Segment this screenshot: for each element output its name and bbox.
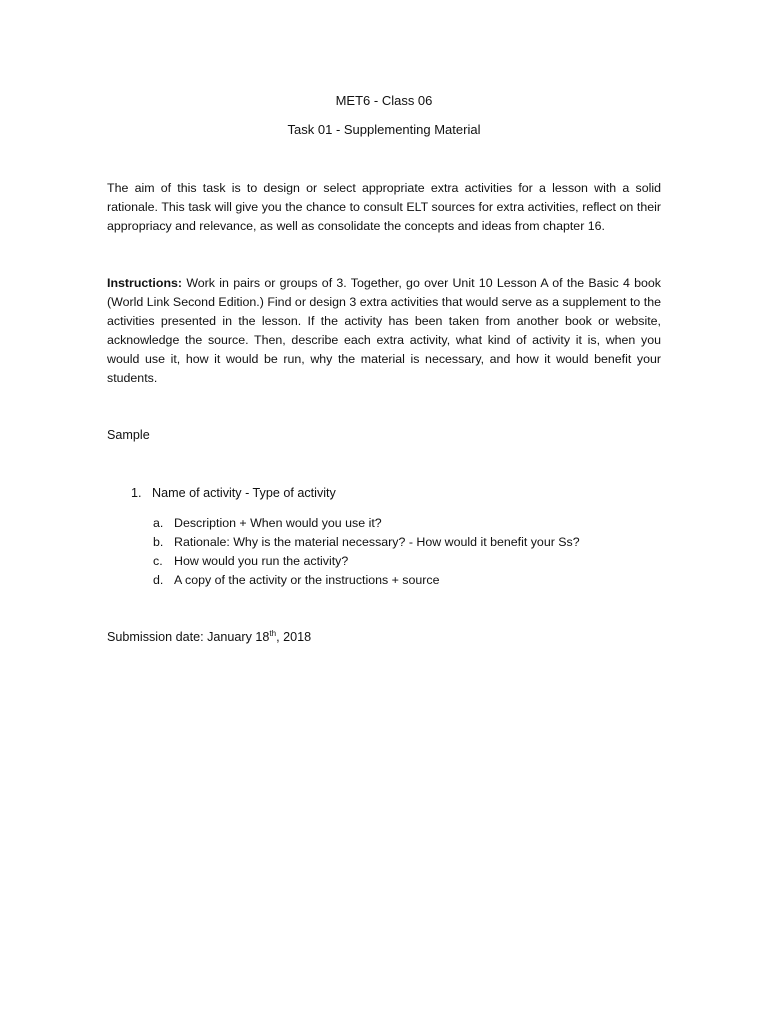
sublist-item-d: [153, 571, 580, 590]
instructions-text: Work in pairs or groups of 3. Together, go over Unit 10 Lesson A of the Basic 4 book (World Link Second Edition.) Find or design 3 extra activities that would serve as a supplement to the activities presented in the lesson. If the activity has been taken from another book or website, acknowledge the source. Then, describe each extra activity, what kind of activity it is, when you would use it, how it would be run, why the material is necessary, and how it would benefit your students.: [107, 276, 661, 385]
sublist-letter: b.: [153, 535, 164, 549]
submission-year: , 2018: [276, 630, 312, 644]
sublist-item-b: [153, 533, 580, 552]
submission-label: Submission date: January 18: [107, 630, 270, 644]
list-item-1: [131, 485, 336, 501]
instructions-label: Instructions:: [107, 276, 183, 290]
sublist-letter: a.: [153, 516, 164, 530]
aim-paragraph: The aim of this task is to design or select appropriate extra activities for a lesson with a solid rationale. This task will give you the chance to consult ELT sources for extra activities, reflect on their appropriacy and relevance, as well as consolidate the concepts and ideas from chapter 16.: [107, 181, 661, 233]
sublist-text: Rationale: Why is the material necessary? - How would it benefit your Ss?: [174, 535, 580, 549]
instructions-paragraph: [107, 274, 661, 388]
sublist-text: Description + When would you use it?: [174, 516, 382, 530]
sublist-letter: c.: [153, 554, 163, 568]
document-heading: MET6 - Class 06: [335, 93, 433, 108]
document-subheading: Task 01 - Supplementing Material: [287, 122, 481, 137]
sublist-item-a: [153, 514, 580, 533]
sublist-item-c: [153, 552, 580, 571]
sublist: [153, 514, 580, 590]
sublist-text: A copy of the activity or the instructions + source: [174, 573, 440, 587]
sample-label: Sample: [107, 428, 150, 442]
submission-date: [107, 629, 311, 645]
list-item-title: Name of activity - Type of activity: [152, 486, 336, 500]
sublist-letter: d.: [153, 573, 164, 587]
list-item-number: 1.: [131, 486, 142, 500]
sublist-text: How would you run the activity?: [174, 554, 349, 568]
submission-superscript: th: [269, 629, 277, 638]
